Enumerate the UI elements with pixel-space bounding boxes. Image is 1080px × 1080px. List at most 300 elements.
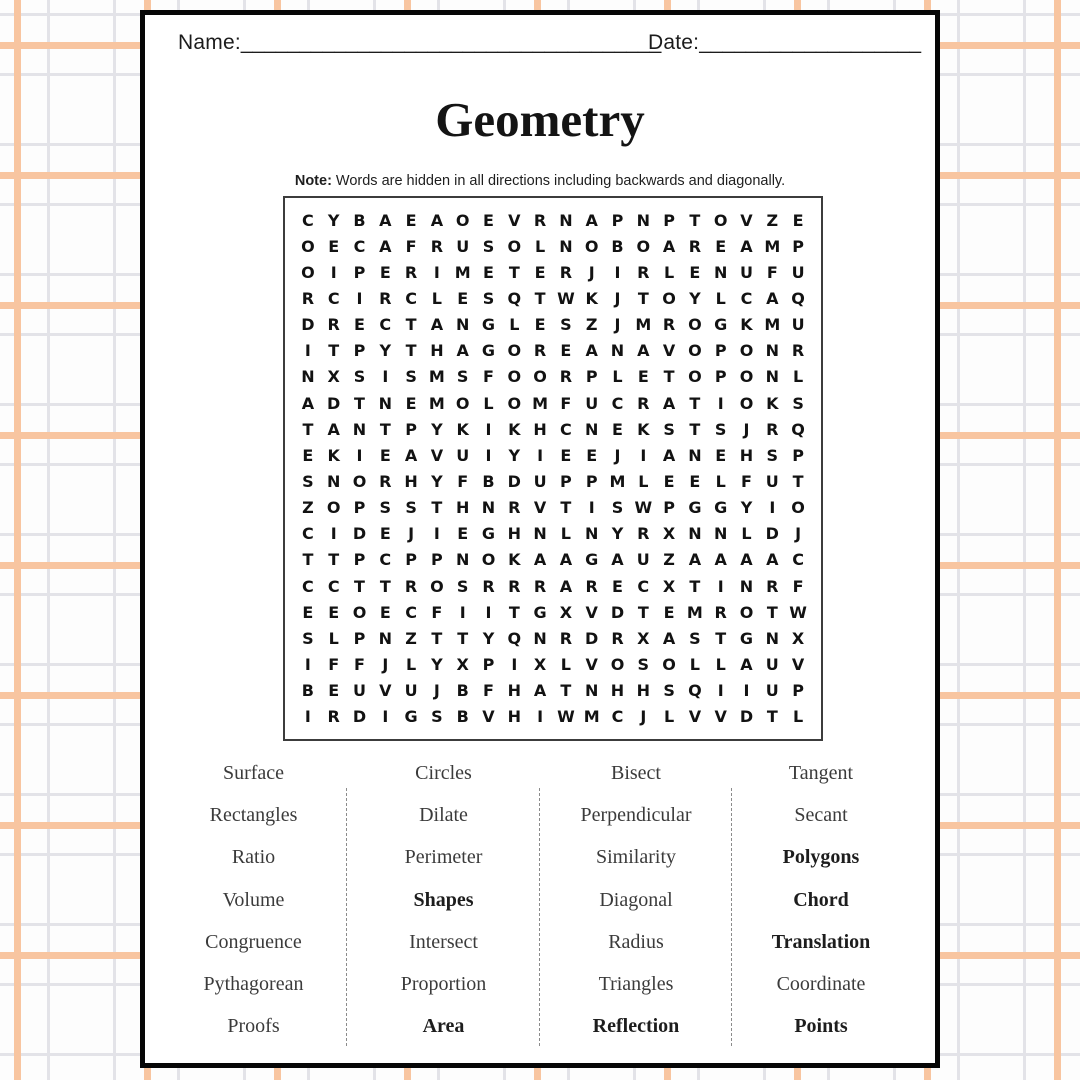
grid-letter: S bbox=[405, 367, 417, 387]
grid-letter: T bbox=[328, 341, 340, 361]
grid-letter: N bbox=[765, 628, 779, 648]
grid-letter: N bbox=[585, 419, 599, 439]
grid-letter: I bbox=[330, 524, 337, 544]
grid-letter: H bbox=[636, 681, 650, 701]
grid-letter: U bbox=[791, 315, 805, 335]
grid-letter: C bbox=[740, 288, 753, 308]
grid-letter: V bbox=[430, 445, 444, 465]
grid-letter: B bbox=[482, 471, 495, 491]
grid-letter: D bbox=[739, 707, 754, 727]
grid-letter: N bbox=[585, 524, 599, 544]
word-item: Surface bbox=[222, 761, 285, 784]
grid-letter: T bbox=[689, 393, 701, 413]
grid-letter: J bbox=[588, 262, 595, 282]
grid-letter: N bbox=[559, 210, 573, 230]
grid-letter: Y bbox=[327, 210, 340, 230]
grid-letter: U bbox=[533, 471, 547, 491]
grid-letter: A bbox=[456, 341, 469, 361]
grid-letter: C bbox=[405, 288, 417, 308]
grid-letter: O bbox=[688, 341, 702, 361]
grid-letter: R bbox=[327, 707, 340, 727]
grid-letter: E bbox=[715, 236, 727, 256]
grid-letter: T bbox=[792, 471, 804, 491]
grid-letter: L bbox=[509, 315, 520, 335]
grid-letter: M bbox=[532, 393, 549, 413]
grid-letter: V bbox=[585, 602, 598, 622]
grid-letter: I bbox=[459, 602, 466, 622]
grid-letter: M bbox=[686, 602, 703, 622]
grid-letter: K bbox=[766, 393, 779, 413]
grid-letter: O bbox=[301, 262, 315, 282]
grid-letter: F bbox=[792, 576, 804, 596]
grid-letter: E bbox=[379, 524, 391, 544]
grid-letter: C bbox=[405, 602, 417, 622]
grid-letter: P bbox=[663, 498, 675, 518]
grid-letter: Z bbox=[585, 315, 598, 335]
grid-letter: L bbox=[689, 654, 700, 674]
grid-letter: Y bbox=[379, 341, 392, 361]
grid-letter: A bbox=[740, 236, 753, 256]
grid-letter: U bbox=[636, 550, 650, 570]
grid-letter: U bbox=[585, 393, 599, 413]
grid-letter: Z bbox=[663, 550, 675, 570]
grid-letter: N bbox=[378, 628, 392, 648]
word-item: Circles bbox=[415, 761, 472, 784]
grid-letter: U bbox=[791, 262, 805, 282]
grid-letter: L bbox=[431, 288, 442, 308]
note-text: Words are hidden in all directions including backwards and diagonally. bbox=[335, 173, 786, 189]
name-blank-line: ____________________________________ bbox=[240, 31, 662, 54]
grid-letter: T bbox=[457, 628, 469, 648]
grid-letter: D bbox=[765, 524, 779, 544]
grid-letter: R bbox=[585, 576, 598, 596]
grid-letter: T bbox=[302, 419, 314, 439]
grid-letter: F bbox=[457, 471, 469, 491]
grid-letter: R bbox=[611, 628, 624, 648]
grid-letter: E bbox=[328, 681, 340, 701]
grid-letter: E bbox=[457, 288, 469, 308]
grid-letter: A bbox=[611, 550, 624, 570]
grid-letter: E bbox=[534, 315, 546, 335]
grid-letter: I bbox=[433, 524, 440, 544]
grid-letter: L bbox=[715, 654, 726, 674]
grid-letter: A bbox=[662, 236, 676, 256]
name-field bbox=[178, 31, 661, 55]
grid-letter: U bbox=[456, 236, 470, 256]
grid-letter: A bbox=[533, 681, 547, 701]
grid-letter: E bbox=[612, 576, 623, 596]
grid-letter: H bbox=[533, 419, 547, 439]
word-item: Reflection bbox=[592, 1015, 680, 1038]
grid-letter: M bbox=[428, 393, 445, 413]
grid-letter: H bbox=[610, 681, 625, 701]
grid-letter: L bbox=[741, 524, 752, 544]
word-list-column bbox=[160, 752, 347, 1048]
grid-letter: E bbox=[483, 210, 494, 230]
grid-letter: A bbox=[379, 210, 392, 230]
grid-letter: Y bbox=[689, 288, 701, 308]
grid-letter: L bbox=[560, 524, 571, 544]
grid-letter: T bbox=[766, 707, 778, 727]
grid-letter: N bbox=[327, 471, 341, 491]
grid-letter: E bbox=[560, 341, 572, 361]
grid-letter: A bbox=[430, 210, 444, 230]
grid-letter: S bbox=[689, 628, 701, 648]
grid-letter: T bbox=[534, 288, 546, 308]
grid-letter: I bbox=[614, 262, 621, 282]
grid-letter: G bbox=[481, 315, 496, 335]
grid-letter: T bbox=[637, 602, 649, 622]
word-list bbox=[160, 752, 910, 1048]
grid-letter: A bbox=[662, 628, 676, 648]
grid-letter: F bbox=[741, 471, 752, 491]
grid-letter: A bbox=[379, 236, 392, 256]
word-item: Ratio bbox=[231, 846, 276, 869]
grid-letter: S bbox=[792, 393, 804, 413]
grid-letter: J bbox=[795, 524, 802, 544]
grid-letter: A bbox=[559, 576, 573, 596]
grid-letter: A bbox=[714, 550, 727, 570]
grid-letter: A bbox=[637, 341, 650, 361]
grid-letter: S bbox=[663, 419, 675, 439]
grid-letter: N bbox=[456, 315, 470, 335]
grid-letter: I bbox=[356, 445, 363, 465]
grid-letter: R bbox=[379, 471, 392, 491]
grid-letter: F bbox=[560, 393, 572, 413]
grid-letter: E bbox=[405, 393, 417, 413]
grid-letter: M bbox=[428, 367, 445, 387]
grid-letter: K bbox=[508, 419, 521, 439]
grid-letter: R bbox=[379, 288, 392, 308]
grid-letter: E bbox=[328, 236, 340, 256]
grid-letter: K bbox=[585, 288, 598, 308]
grid-letter: I bbox=[717, 681, 724, 701]
grid-letter: Z bbox=[405, 628, 417, 648]
grid-letter: R bbox=[430, 236, 444, 256]
grid-letter: G bbox=[739, 628, 754, 648]
grid-letter: E bbox=[792, 210, 804, 230]
grid-letter: G bbox=[714, 315, 728, 335]
grid-letter: E bbox=[302, 602, 314, 622]
grid-letter: N bbox=[714, 262, 728, 282]
grid-letter: S bbox=[663, 681, 675, 701]
grid-letter: D bbox=[301, 315, 315, 335]
grid-letter: E bbox=[405, 210, 417, 230]
grid-letter: H bbox=[456, 498, 470, 518]
grid-letter: P bbox=[482, 654, 495, 674]
word-item: Bisect bbox=[611, 761, 661, 784]
grid-letter: T bbox=[379, 419, 391, 439]
grid-letter: R bbox=[482, 576, 495, 596]
grid-letter: T bbox=[663, 367, 675, 387]
grid-letter: Z bbox=[302, 498, 314, 518]
grid-letter: O bbox=[636, 236, 651, 256]
grid-letter: H bbox=[507, 707, 521, 727]
grid-letter: E bbox=[689, 262, 701, 282]
grid-letter: N bbox=[378, 393, 392, 413]
grid-letter: Y bbox=[508, 445, 521, 465]
grid-letter: Y bbox=[431, 654, 443, 674]
worksheet-page bbox=[140, 10, 940, 1068]
grid-letter: E bbox=[379, 445, 391, 465]
grid-letter: L bbox=[612, 367, 623, 387]
grid-letter: P bbox=[663, 210, 675, 230]
grid-letter: C bbox=[353, 236, 366, 256]
grid-letter: D bbox=[507, 471, 521, 491]
grid-letter: Y bbox=[740, 498, 753, 518]
grid-letter: L bbox=[638, 471, 649, 491]
word-list-column bbox=[540, 752, 732, 1048]
grid-letter: J bbox=[614, 315, 621, 335]
grid-letter: C bbox=[379, 315, 392, 335]
grid-letter: N bbox=[765, 341, 779, 361]
grid-letter: V bbox=[688, 707, 702, 727]
grid-letter: T bbox=[431, 498, 443, 518]
grid-letter: P bbox=[353, 341, 366, 361]
grid-letter: O bbox=[533, 367, 547, 387]
grid-letter: E bbox=[379, 262, 391, 282]
grid-letter: A bbox=[662, 445, 676, 465]
grid-letter: B bbox=[353, 210, 366, 230]
grid-letter: V bbox=[533, 498, 547, 518]
grid-letter: S bbox=[714, 419, 727, 439]
grid-letter: S bbox=[302, 628, 314, 648]
grid-letter: O bbox=[352, 471, 367, 491]
grid-letter: J bbox=[408, 524, 415, 544]
grid-letter: T bbox=[328, 550, 340, 570]
grid-letter: C bbox=[560, 419, 572, 439]
grid-letter: R bbox=[559, 367, 573, 387]
grid-letter: L bbox=[792, 707, 804, 727]
grid-letter: S bbox=[456, 576, 469, 596]
grid-letter: E bbox=[689, 471, 701, 491]
grid-letter: I bbox=[640, 445, 647, 465]
grid-letter: E bbox=[663, 602, 675, 622]
grid-letter: R bbox=[559, 628, 573, 648]
grid-letter: N bbox=[714, 524, 728, 544]
grid-letter: L bbox=[483, 393, 494, 413]
grid-letter: L bbox=[663, 262, 675, 282]
grid-letter: R bbox=[766, 576, 779, 596]
grid-letter: C bbox=[302, 524, 314, 544]
grid-letter: U bbox=[765, 654, 779, 674]
word-item: Chord bbox=[793, 888, 849, 911]
grid-letter: E bbox=[560, 445, 572, 465]
grid-letter: M bbox=[454, 262, 471, 282]
grid-letter: P bbox=[714, 341, 727, 361]
grid-letter: A bbox=[740, 654, 753, 674]
grid-letter: I bbox=[304, 341, 311, 361]
grid-letter: P bbox=[714, 367, 727, 387]
grid-letter: C bbox=[611, 707, 624, 727]
grid-letter: O bbox=[301, 236, 315, 256]
grid-letter: L bbox=[560, 654, 571, 674]
grid-letter: O bbox=[455, 393, 470, 413]
grid-letter: S bbox=[353, 367, 366, 387]
grid-letter: T bbox=[302, 550, 314, 570]
grid-letter: V bbox=[585, 654, 598, 674]
word-list-column bbox=[732, 752, 910, 1048]
grid-letter: L bbox=[663, 707, 675, 727]
grid-letter: W bbox=[557, 288, 575, 308]
grid-letter: I bbox=[537, 707, 544, 727]
grid-letter: N bbox=[533, 628, 547, 648]
grid-letter: I bbox=[588, 498, 595, 518]
grid-letter: R bbox=[662, 315, 676, 335]
word-item: Dilate bbox=[419, 803, 468, 826]
grid-letter: O bbox=[326, 498, 341, 518]
grid-letter: R bbox=[559, 262, 573, 282]
grid-letter: I bbox=[511, 654, 518, 674]
grid-letter: O bbox=[610, 654, 625, 674]
grid-letter: V bbox=[740, 210, 753, 230]
grid-letter: C bbox=[379, 550, 392, 570]
grid-letter: S bbox=[637, 654, 650, 674]
grid-letter: A bbox=[766, 550, 779, 570]
word-item: Points bbox=[794, 1015, 848, 1038]
grid-letter: R bbox=[791, 341, 805, 361]
grid-letter: G bbox=[533, 602, 547, 622]
grid-letter: T bbox=[405, 341, 417, 361]
grid-letter: J bbox=[614, 445, 621, 465]
grid-letter: V bbox=[714, 707, 727, 727]
grid-letter: H bbox=[404, 471, 418, 491]
grid-letter: N bbox=[688, 524, 702, 544]
grid-letter: I bbox=[717, 576, 724, 596]
grid-letter: L bbox=[328, 628, 339, 648]
grid-letter: O bbox=[430, 576, 444, 596]
grid-letter: X bbox=[559, 602, 573, 622]
grid-letter: N bbox=[585, 681, 599, 701]
grid-letter: V bbox=[379, 681, 392, 701]
word-item: Radius bbox=[608, 930, 664, 953]
grid-letter: N bbox=[636, 210, 650, 230]
grid-letter: P bbox=[353, 628, 366, 648]
word-item: Congruence bbox=[205, 930, 302, 953]
grid-letter: T bbox=[689, 576, 701, 596]
grid-letter: P bbox=[792, 445, 804, 465]
grid-letter: O bbox=[507, 367, 522, 387]
grid-letter: T bbox=[689, 419, 701, 439]
grid-letter: R bbox=[637, 393, 650, 413]
grid-letter: I bbox=[382, 367, 389, 387]
grid-letter: N bbox=[456, 550, 470, 570]
grid-letter: A bbox=[766, 288, 779, 308]
grid-letter: O bbox=[739, 393, 754, 413]
word-item: Secant bbox=[794, 803, 848, 826]
grid-letter: P bbox=[353, 498, 366, 518]
instructions-note bbox=[145, 173, 935, 189]
grid-letter: P bbox=[585, 367, 598, 387]
word-item: Perpendicular bbox=[580, 803, 692, 826]
grid-letter: A bbox=[740, 550, 753, 570]
word-item: Shapes bbox=[413, 888, 474, 911]
word-item: Proportion bbox=[400, 973, 487, 996]
grid-letter: F bbox=[431, 602, 443, 622]
grid-letter: P bbox=[585, 471, 598, 491]
grid-letter: E bbox=[663, 471, 675, 491]
grid-letter: R bbox=[533, 210, 547, 230]
grid-letter: A bbox=[585, 210, 598, 230]
grid-letter: A bbox=[533, 550, 547, 570]
grid-letter: S bbox=[482, 236, 495, 256]
grid-letter: N bbox=[688, 445, 702, 465]
grid-letter: Y bbox=[482, 628, 495, 648]
grid-letter: O bbox=[662, 288, 676, 308]
grid-letter: I bbox=[304, 654, 311, 674]
grid-letter: E bbox=[534, 262, 546, 282]
grid-letter: O bbox=[507, 393, 522, 413]
grid-letter: S bbox=[379, 498, 392, 518]
grid-letter: R bbox=[404, 262, 418, 282]
date-blank-line: ___________________ bbox=[699, 31, 922, 54]
grid-letter: I bbox=[769, 498, 776, 518]
grid-letter: I bbox=[356, 288, 363, 308]
grid-letter: W bbox=[634, 498, 653, 518]
grid-letter: T bbox=[405, 315, 417, 335]
grid-letter: E bbox=[379, 602, 391, 622]
grid-letter: F bbox=[483, 681, 494, 701]
grid-letter: F bbox=[766, 262, 778, 282]
grid-letter: H bbox=[507, 681, 521, 701]
grid-letter: G bbox=[688, 498, 702, 518]
grid-letter: V bbox=[662, 341, 676, 361]
grid-letter: T bbox=[354, 576, 365, 596]
grid-letter: G bbox=[404, 707, 418, 727]
grid-letter: S bbox=[766, 445, 779, 465]
grid-letter: X bbox=[637, 628, 650, 648]
grid-letter: O bbox=[662, 654, 676, 674]
grid-letter: U bbox=[404, 681, 418, 701]
grid-letter: J bbox=[614, 288, 621, 308]
name-label: Name: bbox=[178, 31, 241, 54]
grid-letter: O bbox=[688, 315, 702, 335]
grid-letter: G bbox=[714, 498, 728, 518]
grid-letter: R bbox=[766, 419, 779, 439]
grid-letter: T bbox=[431, 628, 443, 648]
grid-letter: N bbox=[610, 341, 625, 361]
grid-letter: J bbox=[382, 654, 389, 674]
grid-letter: O bbox=[739, 341, 754, 361]
grid-letter: Q bbox=[791, 419, 805, 439]
grid-letter: R bbox=[533, 576, 547, 596]
grid-letter: D bbox=[327, 393, 341, 413]
grid-letter: O bbox=[507, 341, 522, 361]
grid-letter: R bbox=[327, 315, 340, 335]
grid-letter: E bbox=[354, 315, 365, 335]
grid-letter: M bbox=[609, 471, 626, 491]
grid-letter: D bbox=[610, 602, 625, 622]
grid-letter: S bbox=[482, 288, 495, 308]
grid-letter: O bbox=[739, 367, 754, 387]
grid-letter: Q bbox=[688, 681, 702, 701]
grid-letter: B bbox=[611, 236, 624, 256]
grid-letter: P bbox=[560, 471, 572, 491]
grid-letter: P bbox=[792, 236, 804, 256]
grid-letter: S bbox=[560, 315, 572, 335]
grid-letter: B bbox=[456, 707, 469, 727]
grid-letter: E bbox=[586, 445, 598, 465]
grid-letter: P bbox=[792, 681, 804, 701]
grid-letter: M bbox=[764, 315, 781, 335]
grid-letter: S bbox=[405, 498, 417, 518]
word-item: Rectangles bbox=[209, 803, 298, 826]
grid-letter: N bbox=[481, 498, 496, 518]
grid-letter: F bbox=[405, 236, 417, 256]
grid-letter: R bbox=[637, 262, 650, 282]
grid-letter: F bbox=[354, 654, 365, 674]
word-item: Intersect bbox=[409, 930, 478, 953]
